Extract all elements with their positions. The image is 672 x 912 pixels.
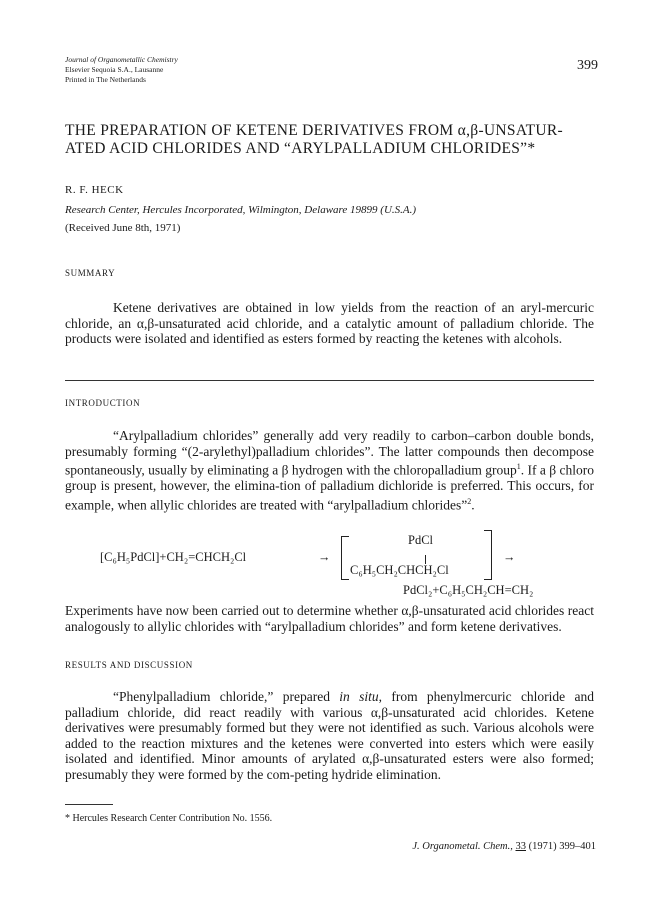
results-text-b: , from phenylmercuric chloride and palladium chloride, did react readily with various α,β-unsaturated acid chlorides. Ketene derivatives were presumably formed but they were not identified as such. Various alcohols were added to the reaction mixtures and the ketenes were converted into esters which were easily isolated and identified. Minor amounts of arylated α,β-unsaturated esters were also formed; presumably they were formed by the com-peting hydride elimination.: [65, 689, 594, 782]
summary-heading: SUMMARY: [65, 268, 116, 278]
citation-year-pages: (1971) 399–401: [528, 841, 596, 852]
equation-products: PdCl₂+C₆H₅CH₂CH=CH₂: [403, 583, 534, 597]
author-name: R. F. HECK: [65, 184, 124, 196]
citation-journal: J. Organometal. Chem.,: [412, 841, 513, 852]
article-title: [65, 122, 625, 158]
intro-text-b: . If a β chloro group is present, however, the elimina-tion of palladium dichloride is preferred. This occurs, for example, when allylic chlorides are treated with “arylpalladium chlorides”: [65, 462, 595, 513]
intro-text-a: “Arylpalladium chlorides” generally add very readily to carbon–carbon double bonds, presumably forming “(2-arylethyl)palladium chlorides”. The latter compounds then decompose spontaneously, usually by eliminating a β hydrogen with the chloropalladium group: [65, 428, 594, 478]
intermediate-bracket-right: [484, 530, 492, 580]
results-heading: RESULTS AND DISCUSSION: [65, 660, 193, 670]
section-divider: [65, 380, 594, 381]
footnote: * Hercules Research Center Contribution No. 1556.: [65, 813, 273, 824]
results-emphasis: in situ: [339, 689, 379, 704]
reference-2: 2: [467, 496, 472, 506]
results-paragraph: [65, 689, 594, 783]
equation-pdcl: PdCl: [408, 533, 434, 547]
results-text-a: “Phenylpalladium chloride,” prepared: [113, 689, 340, 704]
journal-citation: [412, 841, 596, 852]
intro-text-c: .: [471, 497, 475, 513]
citation-volume: 33: [515, 841, 526, 852]
equation-intermediate: C₆H₅CH₂CHCH₂Cl: [350, 563, 449, 577]
journal-name: Journal of Organometallic Chemistry: [65, 55, 178, 64]
footnote-rule: [65, 804, 113, 805]
title-line-1: THE PREPARATION OF KETENE DERIVATIVES FROM α,β-UNSATUR-: [65, 122, 563, 139]
intermediate-bracket-left: [341, 536, 349, 580]
equation-arrow-1: →: [318, 550, 331, 564]
page-number: 399: [577, 58, 598, 73]
summary-paragraph: [65, 300, 594, 347]
equation-arrow-2: →: [503, 550, 516, 564]
introduction-paragraph-2: Experiments have now been carried out to determine whether α,β-unsaturated acid chlorides react analogously to allylic chlorides with “arylpalladium chlorides” and form ketene derivatives.: [65, 603, 594, 634]
introduction-paragraph-1: [65, 428, 594, 513]
summary-text: Ketene derivatives are obtained in low yields from the reaction of an aryl-mercuric chloride, an α,β-unsaturated acid chloride, and a catalytic amount of palladium chloride. The products were isolated and identified as esters formed by reacting the ketenes with alcohols.: [65, 300, 594, 347]
received-date: (Received June 8th, 1971): [65, 222, 181, 234]
author-affiliation: Research Center, Hercules Incorporated, Wilmington, Delaware 19899 (U.S.A.): [65, 204, 417, 216]
printed-line: Printed in The Netherlands: [65, 75, 146, 84]
title-line-2: ATED ACID CHLORIDES AND “ARYLPALLADIUM CHLORIDES”*: [65, 140, 536, 157]
equation-reactant: [C₆H₅PdCl]+CH₂=CHCH₂Cl: [100, 550, 247, 564]
reference-1: 1: [516, 462, 521, 472]
introduction-heading: INTRODUCTION: [65, 398, 141, 408]
publisher-line: Elsevier Sequoia S.A., Lausanne: [65, 65, 164, 74]
